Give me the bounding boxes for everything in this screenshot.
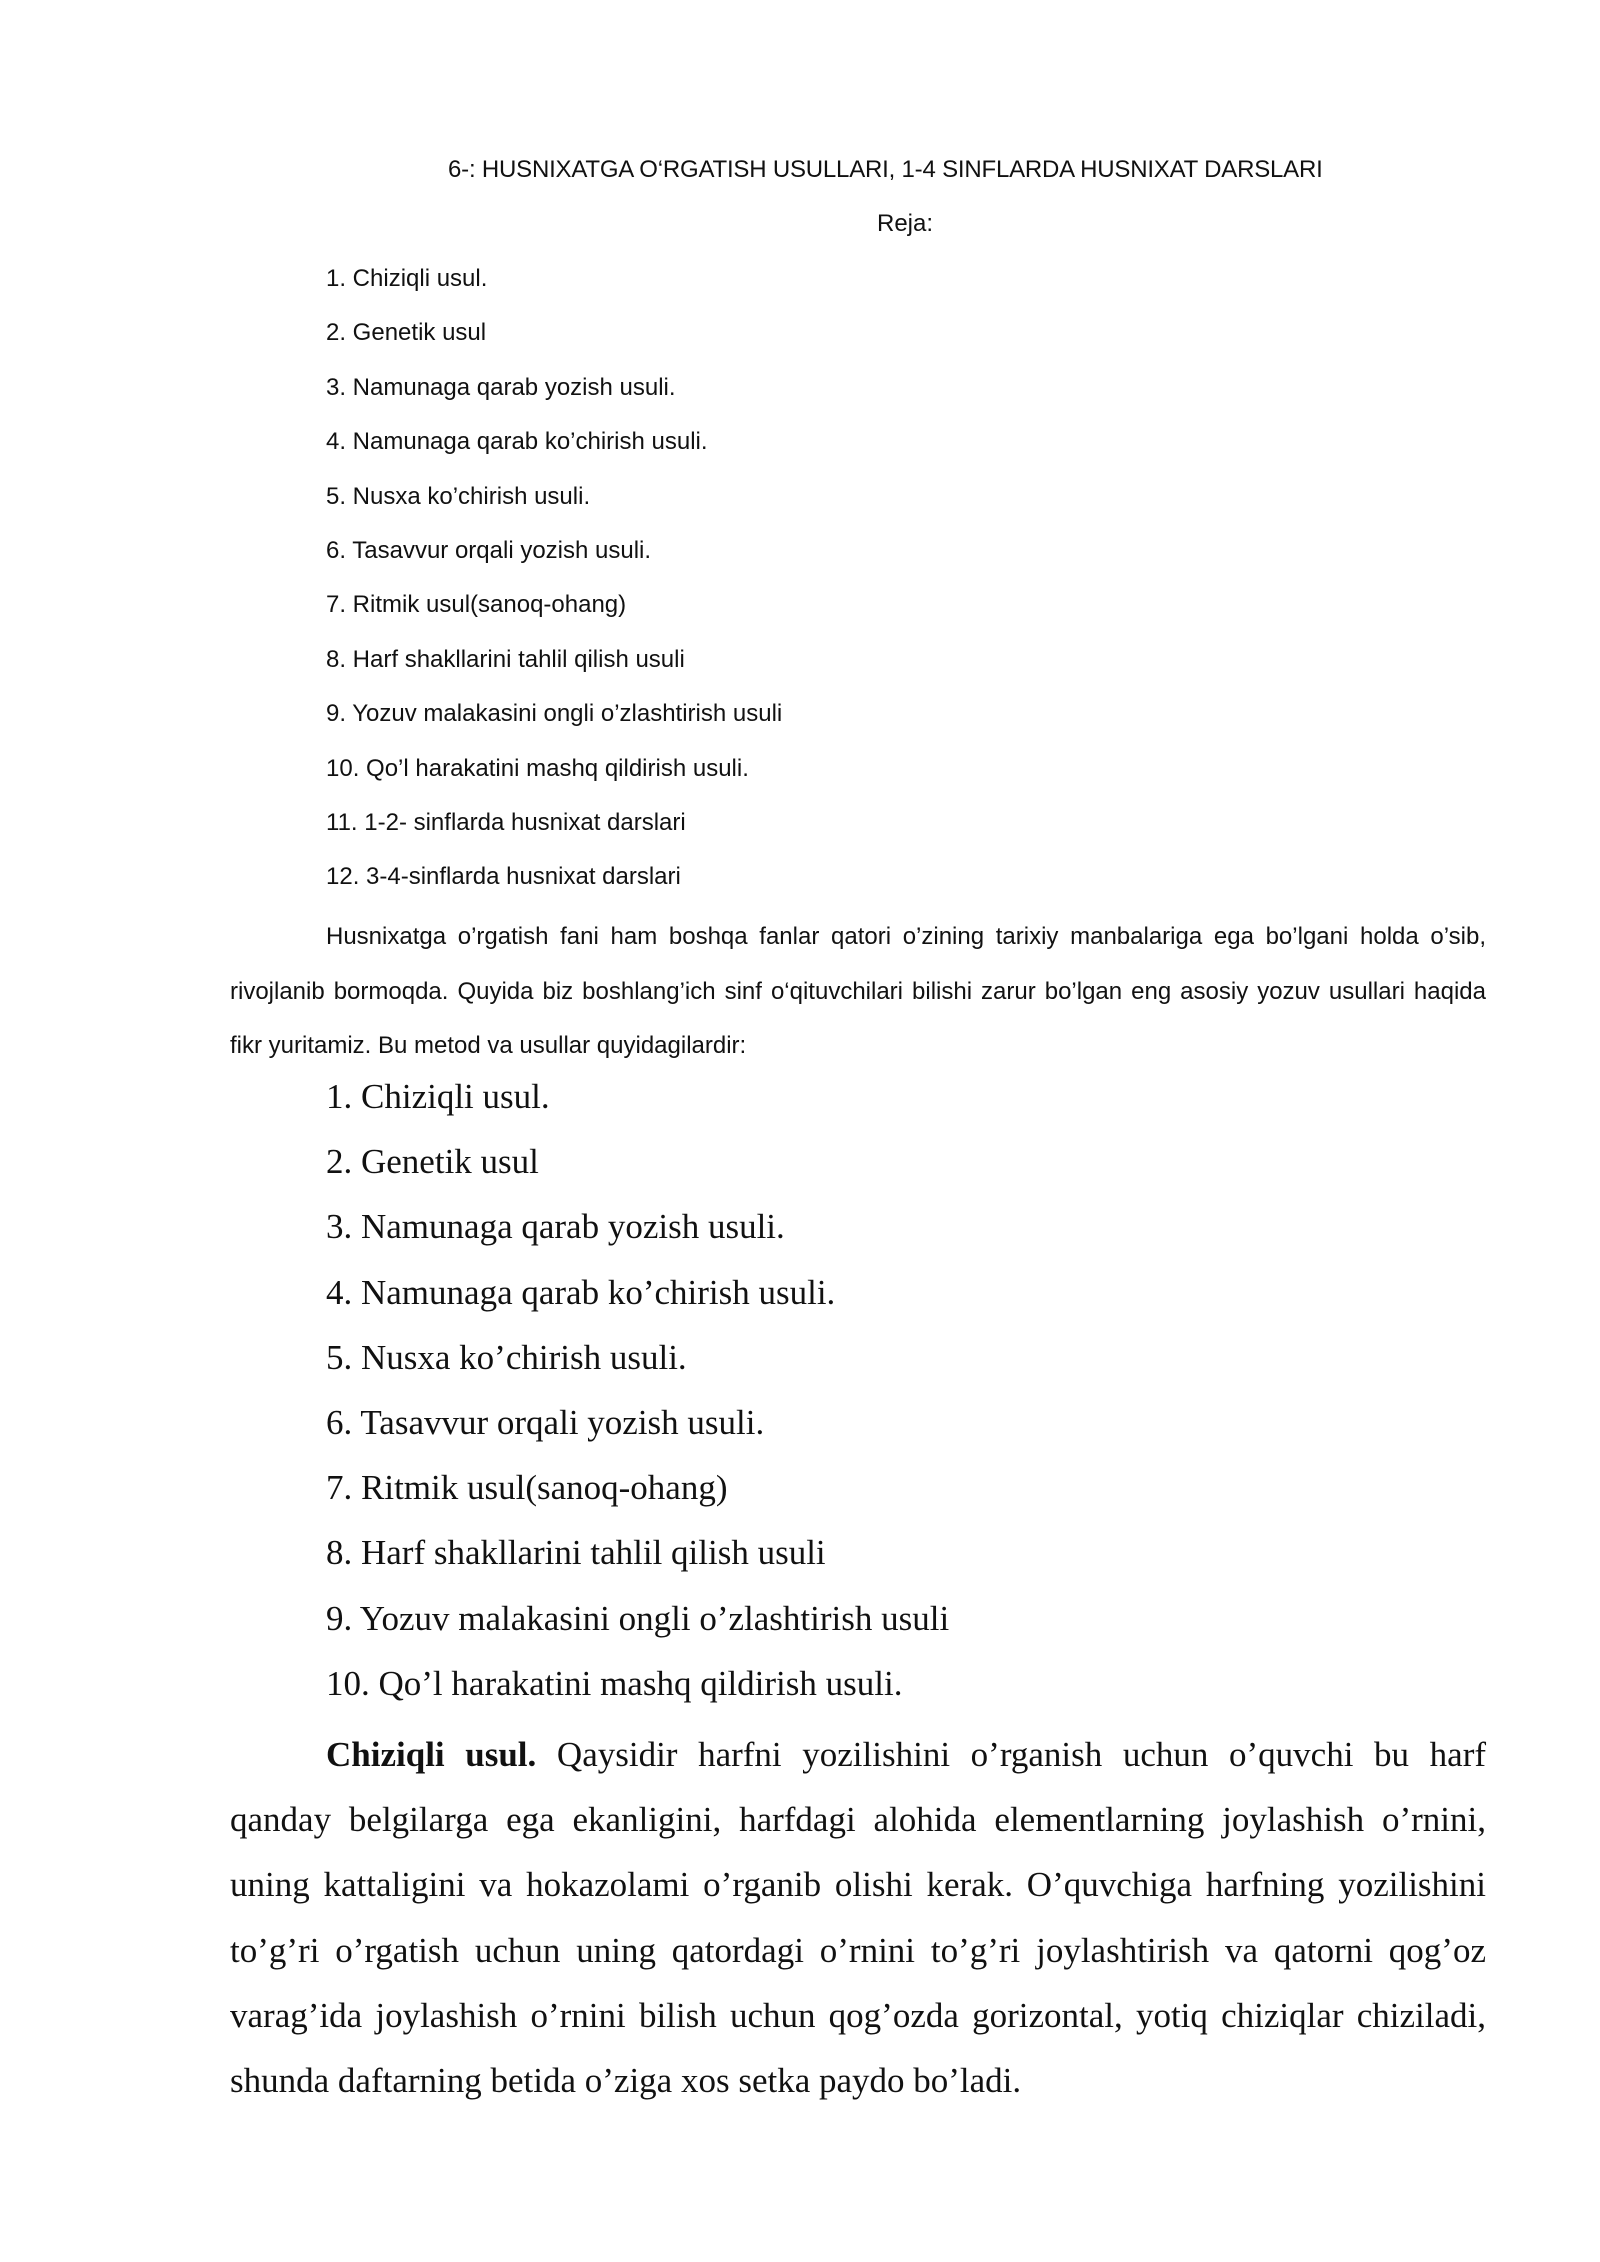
plan-item: 7. Ritmik usul(sanoq-ohang) [326, 591, 627, 619]
intro-paragraph: Husnixatga o’rgatish fani ham boshqa fanlar qatori o’zining tarixiy manbalariga ega bo’lgani holda o’sib, rivojlanib bormoqda. Quyida biz boshlang’ich sinf o‘qituvchilari bilishi zarur bo’lgan eng asosiy yozuv usullari haqida fikr yuritamiz. Bu metod va usullar quyidagilardir: [230, 923, 1486, 1059]
plan-item: 1. Chiziqli usul. [326, 265, 488, 292]
method-item: 7. Ritmik usul(sanoq-ohang) [326, 1468, 728, 1508]
plan-item: 3. Namunaga qarab yozish usuli. [326, 373, 676, 401]
plan-list [326, 261, 782, 914]
method-item: 4. Namunaga qarab ko’chirish usuli. [326, 1272, 836, 1312]
method-item: 2. Genetik usul [326, 1142, 539, 1182]
method-item: 3. Namunaga qarab yozish usuli. [326, 1207, 785, 1247]
plan-item: 12. 3-4-sinflarda husnixat darslari [326, 863, 681, 891]
plan-item: 2. Genetik usul [326, 319, 487, 347]
method-item: 10. Qo’l harakatini mashq qildirish usuli. [326, 1663, 903, 1703]
method-item: 6. Tasavvur orqali yozish usuli. [326, 1402, 765, 1442]
plan-item: 6. Tasavvur orqali yozish usuli. [326, 536, 652, 564]
plan-item: 11. 1-2- sinflarda husnixat darslari [326, 808, 686, 836]
method-item: 9. Yozuv malakasini ongli o’zlashtirish usuli [326, 1598, 950, 1638]
method-item: 1. Chiziqli usul. [326, 1077, 550, 1116]
plan-item: 5. Nusxa ko’chirish usuli. [326, 482, 591, 510]
plan-item: 10. Qo’l harakatini mashq qildirish usuli. [326, 754, 749, 782]
plan-item: 8. Harf shakllarini tahlil qilish usuli [326, 645, 685, 673]
section-lead: Chiziqli usul. [326, 1735, 537, 1774]
plan-item: 4. Namunaga qarab ko’chirish usuli. [326, 428, 708, 456]
document-title: 6-: HUSNIXATGA O‘RGATISH USULLARI, 1-4 SINFLARDA HUSNIXAT DARSLARI [448, 156, 1323, 183]
method-item: 8. Harf shakllarini tahlil qilish usuli [326, 1533, 826, 1573]
method-item: 5. Nusxa ko’chirish usuli. [326, 1337, 687, 1377]
plan-heading: Reja: [877, 210, 934, 237]
plan-item: 9. Yozuv malakasini ongli o’zlashtirish usuli [326, 700, 783, 728]
section-text: Qaysidir harfni yozilishini o’rganish uchun o’quvchi bu harf qanday belgilarga ega ekanligini, harfdagi alohida elementlarning joylashish o’rnini, uning kattaligini va hokazolami o’rganib olishi kerak. O’quvchiga harfning yozilishini to’g’ri o’rgatish uchun uning qatordagi o’rnini to’g’ri joylashtirish va qatorni qog’oz varag’ida joylashish o’rnini bilish uchun qog’ozda gorizontal, yotiq chiziqlar chiziladi, shunda daftarning betida o’ziga xos setka paydo bo’ladi. [230, 1735, 1487, 2101]
section-paragraph [230, 1722, 1486, 2113]
method-list [326, 1072, 949, 1724]
